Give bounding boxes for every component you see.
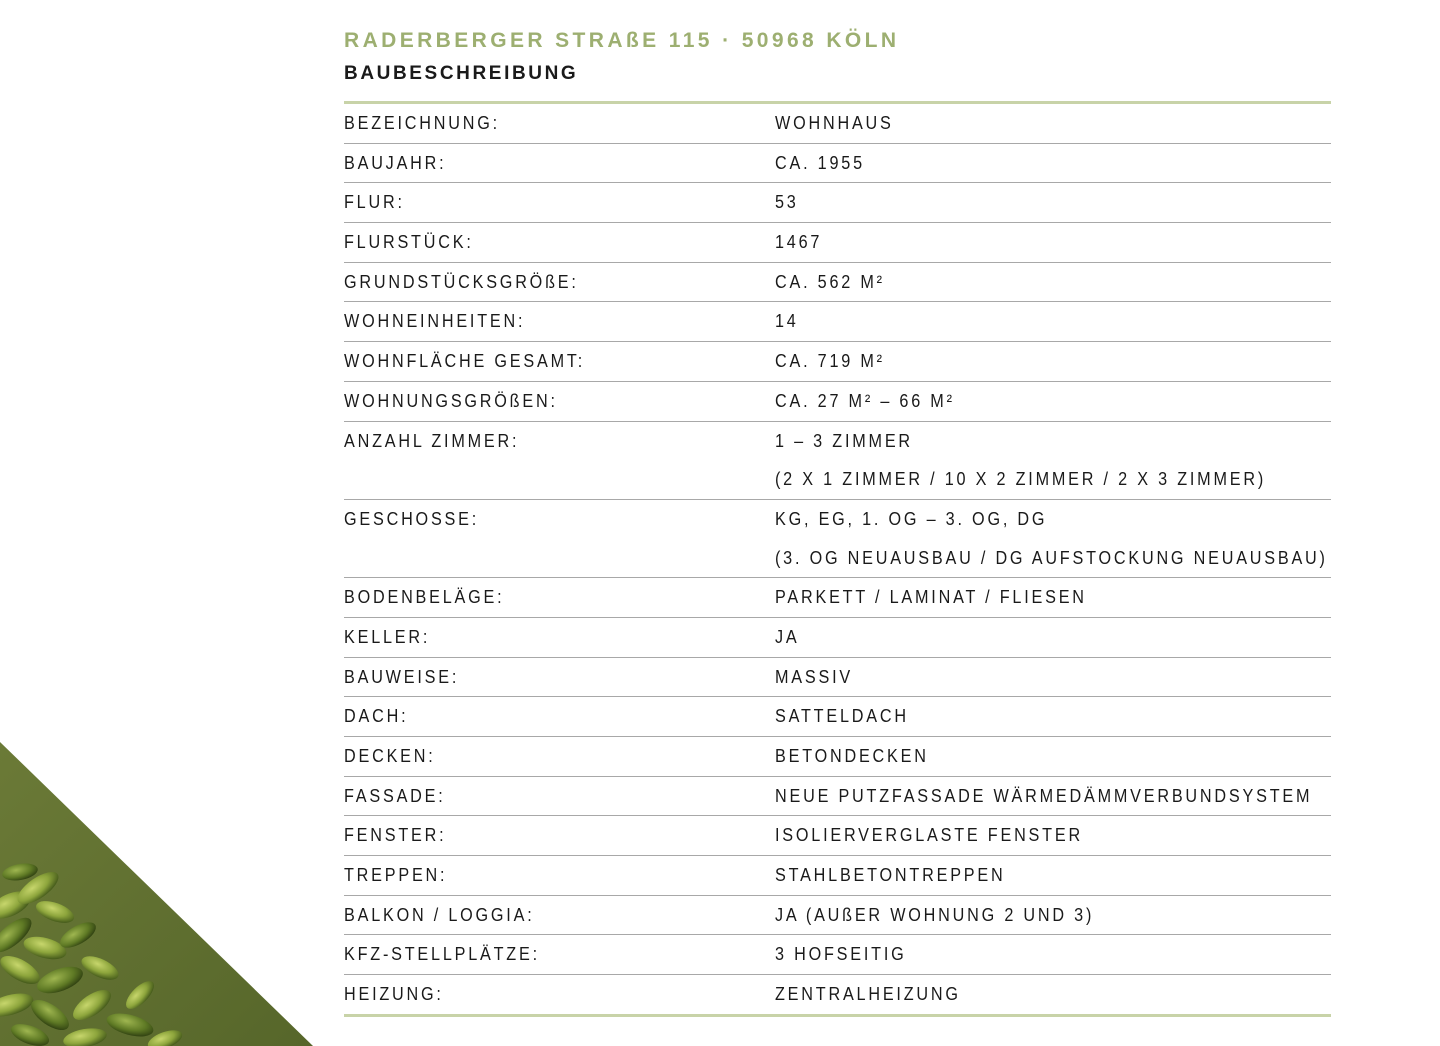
spec-label: TREPPEN: bbox=[344, 865, 448, 886]
spec-label-cell bbox=[344, 422, 775, 461]
spec-value-cell bbox=[775, 975, 1331, 1014]
spec-value: ZENTRALHEIZUNG bbox=[775, 984, 961, 1005]
property-address: RADERBERGER STRAßE 115 · 50968 KÖLN bbox=[344, 29, 900, 52]
spec-value-detail: (3. OG NEUAUSBAU / DG AUFSTOCKUNG NEUAUSBAU) bbox=[775, 547, 1328, 568]
spec-row bbox=[344, 104, 1331, 144]
spec-label-cell bbox=[344, 737, 775, 776]
spec-value: 53 bbox=[775, 192, 799, 213]
spec-label-cell bbox=[344, 896, 775, 935]
spec-value-cell bbox=[775, 935, 1331, 974]
spec-label-cell bbox=[344, 975, 775, 1014]
spec-label-cell bbox=[344, 104, 775, 143]
spec-row bbox=[344, 144, 1331, 184]
spec-value: CA. 1955 bbox=[775, 152, 865, 173]
spec-label-cell bbox=[344, 223, 775, 262]
specification-table bbox=[344, 101, 1331, 1017]
spec-label: KFZ-STELLPLÄTZE: bbox=[344, 944, 540, 965]
spec-label-cell bbox=[344, 500, 775, 539]
spec-label: BAUWEISE: bbox=[344, 666, 460, 687]
spec-row bbox=[344, 263, 1331, 303]
spec-value-cell bbox=[775, 816, 1331, 855]
spec-label-cell bbox=[344, 578, 775, 617]
spec-value-detail: (2 X 1 ZIMMER / 10 X 2 ZIMMER / 2 X 3 ZIMMER) bbox=[775, 469, 1267, 490]
spec-value-cell bbox=[775, 500, 1389, 577]
document-title: BAUBESCHREIBUNG bbox=[344, 63, 579, 84]
spec-label-cell bbox=[344, 777, 775, 816]
spec-label: BODENBELÄGE: bbox=[344, 587, 505, 608]
spec-value-cell bbox=[775, 223, 1331, 262]
spec-label-cell bbox=[344, 144, 775, 183]
spec-label: ANZAHL ZIMMER: bbox=[344, 430, 520, 451]
spec-label-cell bbox=[344, 382, 775, 421]
spec-row bbox=[344, 975, 1331, 1014]
spec-row bbox=[344, 816, 1331, 856]
spec-value: CA. 719 M² bbox=[775, 351, 885, 372]
spec-row bbox=[344, 422, 1331, 500]
spec-label: GRUNDSTÜCKSGRÖßE: bbox=[344, 271, 579, 292]
spec-row bbox=[344, 856, 1331, 896]
spec-label: BALKON / LOGGIA: bbox=[344, 904, 535, 925]
spec-row bbox=[344, 223, 1331, 263]
spec-value-cell bbox=[775, 896, 1331, 935]
spec-label: DACH: bbox=[344, 706, 409, 727]
spec-label: BEZEICHNUNG: bbox=[344, 113, 500, 133]
spec-row bbox=[344, 935, 1331, 975]
spec-label-cell bbox=[344, 856, 775, 895]
spec-label: WOHNUNGSGRÖßEN: bbox=[344, 390, 558, 411]
spec-label: BAUJAHR: bbox=[344, 152, 447, 173]
spec-value-cell bbox=[775, 737, 1331, 776]
spec-label-cell bbox=[344, 263, 775, 302]
spec-row bbox=[344, 737, 1331, 777]
spec-row bbox=[344, 697, 1331, 737]
spec-value-cell bbox=[775, 382, 1331, 421]
spec-label: KELLER: bbox=[344, 626, 431, 647]
spec-value-cell bbox=[775, 618, 1331, 657]
spec-value-cell bbox=[775, 697, 1331, 736]
spec-label: WOHNFLÄCHE GESAMT: bbox=[344, 351, 586, 372]
spec-value: 1 – 3 ZIMMER bbox=[775, 430, 913, 451]
spec-row bbox=[344, 302, 1331, 342]
spec-value-cell bbox=[775, 144, 1331, 183]
spec-label-cell bbox=[344, 618, 775, 657]
spec-value-cell bbox=[775, 578, 1331, 617]
spec-value: JA bbox=[775, 626, 800, 647]
spec-value: STAHLBETONTREPPEN bbox=[775, 865, 1006, 886]
spec-value: MASSIV bbox=[775, 666, 853, 687]
spec-label: HEIZUNG: bbox=[344, 984, 444, 1005]
spec-label: WOHNEINHEITEN: bbox=[344, 311, 526, 332]
spec-value: 3 HOFSEITIG bbox=[775, 944, 907, 965]
spec-value-cell bbox=[775, 263, 1331, 302]
spec-label-cell bbox=[344, 935, 775, 974]
spec-label: DECKEN: bbox=[344, 746, 436, 766]
spec-value: 1467 bbox=[775, 232, 823, 253]
spec-value-cell bbox=[775, 777, 1372, 816]
spec-value-cell bbox=[775, 856, 1331, 895]
spec-value-cell bbox=[775, 342, 1331, 381]
spec-label-cell bbox=[344, 697, 775, 736]
spec-value: PARKETT / LAMINAT / FLIESEN bbox=[775, 587, 1087, 608]
spec-row bbox=[344, 618, 1331, 658]
spec-label: FLUR: bbox=[344, 192, 405, 213]
spec-value: JA (AUßER WOHNUNG 2 UND 3) bbox=[775, 904, 1095, 925]
spec-label-cell bbox=[344, 183, 775, 222]
spec-row bbox=[344, 342, 1331, 382]
spec-label: FASSADE: bbox=[344, 785, 446, 806]
spec-label-cell bbox=[344, 342, 775, 381]
spec-row bbox=[344, 777, 1331, 817]
spec-row bbox=[344, 183, 1331, 223]
spec-row bbox=[344, 896, 1331, 936]
spec-row bbox=[344, 658, 1331, 698]
spec-value: WOHNHAUS bbox=[775, 113, 894, 133]
spec-value: SATTELDACH bbox=[775, 706, 909, 727]
spec-label: GESCHOSSE: bbox=[344, 508, 480, 529]
green-corner-shape bbox=[0, 742, 313, 1046]
spec-row bbox=[344, 578, 1331, 618]
spec-value-cell bbox=[775, 183, 1331, 222]
spec-value-cell bbox=[775, 422, 1331, 499]
spec-value-cell bbox=[775, 658, 1331, 697]
document-header bbox=[344, 28, 1331, 86]
spec-value: CA. 562 M² bbox=[775, 271, 885, 292]
spec-value: KG, EG, 1. OG – 3. OG, DG bbox=[775, 508, 1048, 529]
spec-row bbox=[344, 500, 1331, 578]
spec-value-cell bbox=[775, 104, 1331, 143]
spec-value-cell bbox=[775, 302, 1331, 341]
spec-label-cell bbox=[344, 302, 775, 341]
spec-label-cell bbox=[344, 816, 775, 855]
spec-value: 14 bbox=[775, 311, 799, 332]
spec-value: CA. 27 M² – 66 M² bbox=[775, 390, 955, 411]
spec-value: NEUE PUTZFASSADE WÄRMEDÄMMVERBUNDSYSTEM bbox=[775, 785, 1313, 806]
spec-row bbox=[344, 382, 1331, 422]
spec-value: BETONDECKEN bbox=[775, 746, 929, 766]
spec-label: FENSTER: bbox=[344, 825, 447, 846]
spec-label-cell bbox=[344, 658, 775, 697]
spec-label: FLURSTÜCK: bbox=[344, 232, 474, 253]
spec-value: ISOLIERVERGLASTE FENSTER bbox=[775, 825, 1083, 846]
